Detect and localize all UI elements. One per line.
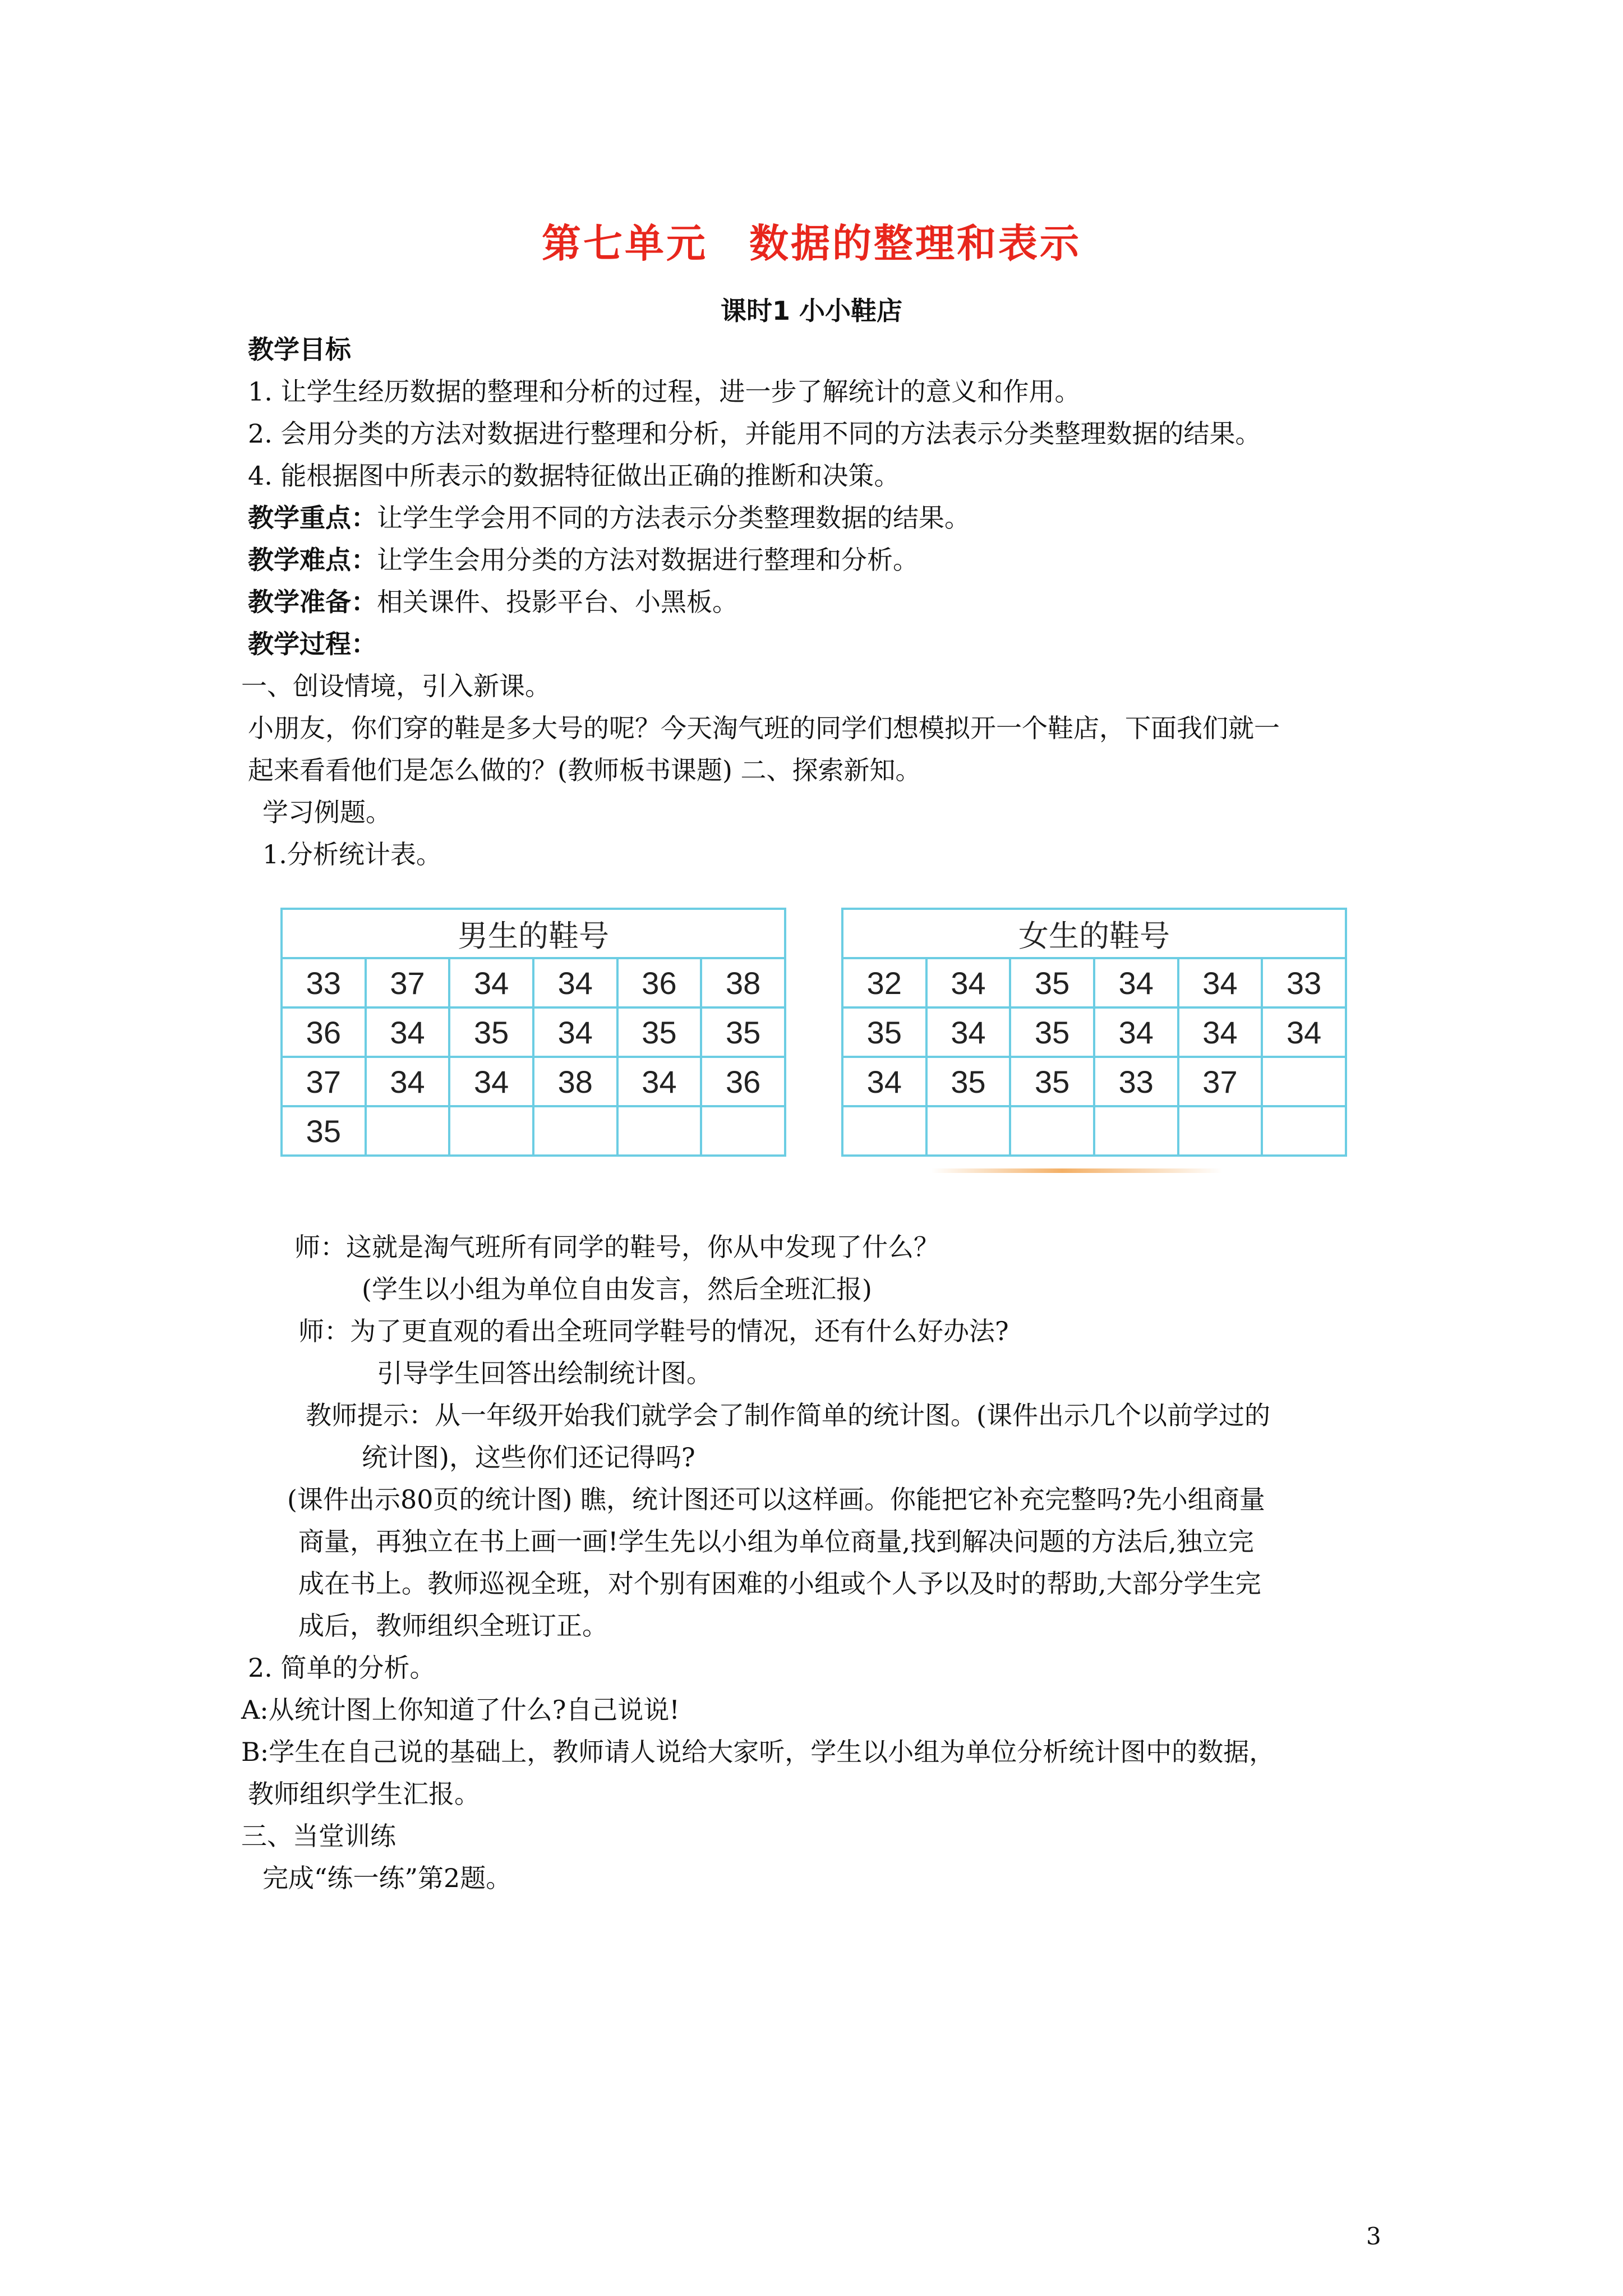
table-cell: 34 xyxy=(926,958,1011,1007)
table-cell: 35 xyxy=(1010,958,1094,1007)
table-cell: 37 xyxy=(366,958,450,1007)
table-cell: 35 xyxy=(1010,1057,1094,1106)
table-cell: 35 xyxy=(449,1007,533,1057)
table-cell: 37 xyxy=(282,1057,366,1106)
table-cell xyxy=(1262,1057,1346,1106)
key-points xyxy=(248,501,970,535)
decorative-line xyxy=(931,1168,1223,1173)
dialog-line: 成后，教师组织全班订正。 xyxy=(298,1611,608,1641)
table-cell: 35 xyxy=(926,1057,1011,1106)
table-cell xyxy=(701,1106,785,1156)
table-cell: 34 xyxy=(842,1057,926,1106)
dialog-line: 商量，再独立在书上画一画!学生先以小组为单位商量,找到解决问题的方法后,独立完 xyxy=(298,1526,1254,1557)
goal-item: 1. 让学生经历数据的整理和分析的过程，进一步了解统计的意义和作用。 xyxy=(248,376,1081,407)
table-cell: 34 xyxy=(1262,1007,1346,1057)
goal-item: 2. 会用分类的方法对数据进行整理和分析，并能用不同的方法表示分类整理数据的结果。 xyxy=(248,418,1261,449)
goals-heading: 教学目标 xyxy=(248,334,351,365)
girls-shoe-size-table xyxy=(841,908,1347,1157)
section-heading: 三、当堂训练 xyxy=(241,1821,396,1851)
table-cell: 33 xyxy=(1262,958,1346,1007)
preparation xyxy=(248,585,738,619)
table-cell: 33 xyxy=(282,958,366,1007)
page-title: 第七单元 数据的整理和表示 xyxy=(542,220,1081,266)
dialog-line: 师：为了更直观的看出全班同学鞋号的情况，还有什么好办法? xyxy=(298,1316,1009,1346)
page-number: 3 xyxy=(1366,2223,1381,2250)
table-cell xyxy=(1178,1106,1262,1156)
table-row xyxy=(282,1106,785,1156)
boys-shoe-size-table xyxy=(280,908,786,1157)
table-row xyxy=(842,1007,1346,1057)
difficulty-text: 让学生会用分类的方法对数据进行整理和分析。 xyxy=(377,545,919,575)
table-cell: 34 xyxy=(617,1057,702,1106)
table-row xyxy=(842,958,1346,1007)
step-heading: 1.分析统计表。 xyxy=(262,839,442,869)
preparation-label: 教学准备： xyxy=(248,587,377,617)
table-cell: 37 xyxy=(1178,1057,1262,1106)
table-cell: 34 xyxy=(533,958,617,1007)
table-row xyxy=(842,1057,1346,1106)
practice-text: 完成“练一练”第2题。 xyxy=(262,1863,512,1893)
key-points-text: 让学生学会用不同的方法表示分类整理数据的结果。 xyxy=(377,503,970,533)
table-cell: 34 xyxy=(926,1007,1011,1057)
table-cell: 34 xyxy=(1094,1007,1178,1057)
table-cell: 34 xyxy=(1094,958,1178,1007)
dialog-line: 引导学生回答出绘制统计图。 xyxy=(377,1358,712,1388)
table-cell xyxy=(1262,1106,1346,1156)
example-heading: 学习例题。 xyxy=(262,797,391,827)
table-cell: 32 xyxy=(842,958,926,1007)
table-cell: 34 xyxy=(449,1057,533,1106)
dialog-line: 统计图)，这些你们还记得吗? xyxy=(362,1442,695,1473)
process-heading: 教学过程： xyxy=(248,629,377,659)
table-cell: 33 xyxy=(1094,1057,1178,1106)
table-cell: 34 xyxy=(366,1007,450,1057)
table-cell: 34 xyxy=(1178,1007,1262,1057)
difficulty xyxy=(248,543,919,577)
table-cell: 35 xyxy=(282,1106,366,1156)
goal-item: 4. 能根据图中所表示的数据特征做出正确的推断和决策。 xyxy=(248,461,900,491)
table-cell: 35 xyxy=(1010,1007,1094,1057)
girls-table-title: 女生的鞋号 xyxy=(842,909,1346,958)
dialog-line: (学生以小组为单位自由发言，然后全班汇报) xyxy=(362,1274,872,1304)
table-cell: 34 xyxy=(366,1057,450,1106)
table-cell xyxy=(449,1106,533,1156)
table-row xyxy=(282,958,785,1007)
table-row xyxy=(842,1106,1346,1156)
table-cell: 35 xyxy=(842,1007,926,1057)
table-cell: 35 xyxy=(701,1007,785,1057)
analysis-text: A:从统计图上你知道了什么?自己说说! xyxy=(241,1695,680,1725)
dialog-line: (课件出示80页的统计图) 瞧，统计图还可以这样画。你能把它补充完整吗?先小组商量 xyxy=(287,1484,1265,1515)
intro-text: 小朋友，你们穿的鞋是多大号的呢？今天淘气班的同学们想模拟开一个鞋店，下面我们就一 xyxy=(248,713,1280,743)
table-cell: 36 xyxy=(282,1007,366,1057)
table-cell: 36 xyxy=(617,958,702,1007)
table-cell: 34 xyxy=(449,958,533,1007)
table-cell: 35 xyxy=(617,1007,702,1057)
section-heading: 一、创设情境，引入新课。 xyxy=(241,671,551,701)
table-row xyxy=(282,1007,785,1057)
step-heading: 2. 简单的分析。 xyxy=(248,1653,436,1683)
analysis-text: B:学生在自己说的基础上，教师请人说给大家听，学生以小组为单位分析统计图中的数据， xyxy=(241,1737,1275,1767)
table-cell: 36 xyxy=(701,1057,785,1106)
table-cell xyxy=(366,1106,450,1156)
table-cell xyxy=(617,1106,702,1156)
dialog-line: 成在书上。教师巡视全班，对个别有困难的小组或个人予以及时的帮助,大部分学生完 xyxy=(298,1568,1261,1599)
table-cell xyxy=(533,1106,617,1156)
dialog-line: 教师提示：从一年级开始我们就学会了制作简单的统计图。(课件出示几个以前学过的 xyxy=(306,1400,1270,1430)
table-cell xyxy=(1094,1106,1178,1156)
table-cell xyxy=(842,1106,926,1156)
table-cell: 34 xyxy=(1178,958,1262,1007)
table-cell xyxy=(1010,1106,1094,1156)
analysis-text: 教师组织学生汇报。 xyxy=(248,1779,480,1809)
preparation-text: 相关课件、投影平台、小黑板。 xyxy=(377,587,738,617)
intro-text: 起来看看他们是怎么做的？(教师板书课题) 二、探索新知。 xyxy=(248,755,921,785)
boys-table-title: 男生的鞋号 xyxy=(282,909,785,958)
table-cell: 38 xyxy=(701,958,785,1007)
dialog-line: 师：这就是淘气班所有同学的鞋号，你从中发现了什么？ xyxy=(294,1232,939,1262)
table-row xyxy=(282,1057,785,1106)
lesson-subtitle: 课时1 小小鞋店 xyxy=(720,296,903,326)
table-cell: 34 xyxy=(533,1007,617,1057)
table-cell: 38 xyxy=(533,1057,617,1106)
difficulty-label: 教学难点： xyxy=(248,545,377,575)
table-cell xyxy=(926,1106,1011,1156)
key-points-label: 教学重点： xyxy=(248,503,377,533)
